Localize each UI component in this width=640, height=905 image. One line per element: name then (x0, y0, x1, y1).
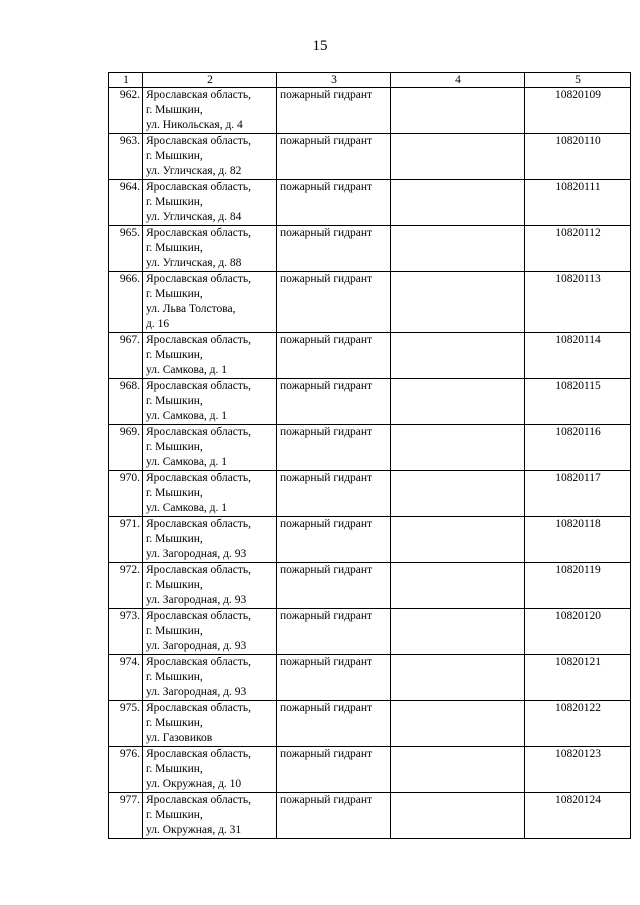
address-line: г. Мышкин, (146, 242, 203, 254)
table-row (109, 226, 631, 272)
table-row (109, 425, 631, 471)
address-line: ул. Самкова, д. 1 (146, 364, 228, 376)
object-type-cell: пожарный гидрант (277, 793, 391, 839)
empty-cell (391, 471, 525, 517)
empty-cell (391, 226, 525, 272)
column-header-5: 5 (525, 73, 631, 88)
address-line: ул. Самкова, д. 1 (146, 456, 228, 468)
code-cell: 10820109 (525, 88, 631, 134)
address-line: г. Мышкин, (146, 533, 203, 545)
address-line: г. Мышкин, (146, 579, 203, 591)
address-line: Ярославская область, (146, 426, 251, 438)
address-line: Ярославская область, (146, 227, 251, 239)
address-line: Ярославская область, (146, 89, 251, 101)
table-row (109, 272, 631, 333)
object-type-cell: пожарный гидрант (277, 701, 391, 747)
address-line: ул. Никольская, д. 4 (146, 119, 243, 131)
address-line: ул. Загородная, д. 93 (146, 594, 247, 606)
address-line: г. Мышкин, (146, 717, 203, 729)
empty-cell (391, 609, 525, 655)
empty-cell (391, 701, 525, 747)
address-line: ул. Загородная, д. 93 (146, 640, 247, 652)
object-type-cell: пожарный гидрант (277, 747, 391, 793)
column-header-3: 3 (277, 73, 391, 88)
address-line: Ярославская область, (146, 794, 251, 806)
address-line: Ярославская область, (146, 610, 251, 622)
address-line: Ярославская область, (146, 380, 251, 392)
address-line: ул. Окружная, д. 10 (146, 778, 242, 790)
address-cell (143, 701, 277, 747)
address-line: г. Мышкин, (146, 487, 203, 499)
address-line: Ярославская область, (146, 656, 251, 668)
empty-cell (391, 425, 525, 471)
address-cell (143, 471, 277, 517)
table-row (109, 701, 631, 747)
code-cell: 10820110 (525, 134, 631, 180)
address-line: д. 16 (146, 318, 170, 330)
object-type-cell: пожарный гидрант (277, 180, 391, 226)
table-row (109, 379, 631, 425)
address-cell (143, 379, 277, 425)
address-line: Ярославская область, (146, 564, 251, 576)
row-number: 963. (109, 134, 143, 180)
row-number: 966. (109, 272, 143, 333)
address-line: г. Мышкин, (146, 809, 203, 821)
address-line: г. Мышкин, (146, 349, 203, 361)
empty-cell (391, 793, 525, 839)
object-type-cell: пожарный гидрант (277, 379, 391, 425)
address-line: ул. Льва Толстова, (146, 303, 236, 315)
code-cell: 10820124 (525, 793, 631, 839)
object-type-cell: пожарный гидрант (277, 655, 391, 701)
address-line: г. Мышкин, (146, 196, 203, 208)
row-number: 971. (109, 517, 143, 563)
code-cell: 10820116 (525, 425, 631, 471)
table-row (109, 134, 631, 180)
address-line: г. Мышкин, (146, 395, 203, 407)
code-cell: 10820112 (525, 226, 631, 272)
address-cell (143, 517, 277, 563)
address-line: Ярославская область, (146, 518, 251, 530)
row-number: 967. (109, 333, 143, 379)
address-cell (143, 425, 277, 471)
address-line: г. Мышкин, (146, 625, 203, 637)
code-cell: 10820115 (525, 379, 631, 425)
address-cell (143, 747, 277, 793)
object-type-cell: пожарный гидрант (277, 88, 391, 134)
empty-cell (391, 747, 525, 793)
code-cell: 10820122 (525, 701, 631, 747)
row-number: 972. (109, 563, 143, 609)
empty-cell (391, 655, 525, 701)
empty-cell (391, 517, 525, 563)
empty-cell (391, 379, 525, 425)
row-number: 973. (109, 609, 143, 655)
address-line: ул. Загородная, д. 93 (146, 686, 247, 698)
row-number: 962. (109, 88, 143, 134)
address-cell (143, 563, 277, 609)
address-cell (143, 793, 277, 839)
code-cell: 10820117 (525, 471, 631, 517)
address-line: г. Мышкин, (146, 104, 203, 116)
address-line: ул. Угличская, д. 88 (146, 257, 242, 269)
empty-cell (391, 272, 525, 333)
object-type-cell: пожарный гидрант (277, 609, 391, 655)
table-row (109, 517, 631, 563)
object-type-cell: пожарный гидрант (277, 471, 391, 517)
address-cell (143, 655, 277, 701)
code-cell: 10820121 (525, 655, 631, 701)
address-line: ул. Самкова, д. 1 (146, 410, 228, 422)
table-row (109, 747, 631, 793)
address-line: г. Мышкин, (146, 671, 203, 683)
address-cell (143, 88, 277, 134)
row-number: 965. (109, 226, 143, 272)
table-row (109, 471, 631, 517)
table-row (109, 180, 631, 226)
address-line: Ярославская область, (146, 273, 251, 285)
object-type-cell: пожарный гидрант (277, 563, 391, 609)
table-row (109, 655, 631, 701)
address-line: г. Мышкин, (146, 441, 203, 453)
hydrant-registry-table (108, 72, 631, 839)
address-line: г. Мышкин, (146, 763, 203, 775)
object-type-cell: пожарный гидрант (277, 272, 391, 333)
row-number: 977. (109, 793, 143, 839)
address-cell (143, 180, 277, 226)
address-line: ул. Угличская, д. 82 (146, 165, 242, 177)
address-line: ул. Окружная, д. 31 (146, 824, 242, 836)
column-header-4: 4 (391, 73, 525, 88)
address-line: Ярославская область, (146, 135, 251, 147)
empty-cell (391, 88, 525, 134)
column-header-2: 2 (143, 73, 277, 88)
row-number: 975. (109, 701, 143, 747)
object-type-cell: пожарный гидрант (277, 517, 391, 563)
address-line: г. Мышкин, (146, 150, 203, 162)
address-cell (143, 226, 277, 272)
address-cell (143, 134, 277, 180)
address-line: ул. Загородная, д. 93 (146, 548, 247, 560)
address-line: г. Мышкин, (146, 288, 203, 300)
object-type-cell: пожарный гидрант (277, 425, 391, 471)
empty-cell (391, 134, 525, 180)
code-cell: 10820111 (525, 180, 631, 226)
empty-cell (391, 563, 525, 609)
address-line: Ярославская область, (146, 702, 251, 714)
address-line: ул. Газовиков (146, 732, 213, 744)
address-line: ул. Угличская, д. 84 (146, 211, 242, 223)
code-cell: 10820119 (525, 563, 631, 609)
address-line: Ярославская область, (146, 748, 251, 760)
empty-cell (391, 333, 525, 379)
row-number: 976. (109, 747, 143, 793)
address-line: ул. Самкова, д. 1 (146, 502, 228, 514)
empty-cell (391, 180, 525, 226)
address-cell (143, 609, 277, 655)
row-number: 964. (109, 180, 143, 226)
object-type-cell: пожарный гидрант (277, 226, 391, 272)
table-row (109, 793, 631, 839)
address-line: Ярославская область, (146, 334, 251, 346)
table-row (109, 88, 631, 134)
code-cell: 10820114 (525, 333, 631, 379)
page-number: 15 (312, 38, 328, 54)
code-cell: 10820113 (525, 272, 631, 333)
table-row (109, 609, 631, 655)
code-cell: 10820118 (525, 517, 631, 563)
table-header-row (109, 73, 631, 88)
object-type-cell: пожарный гидрант (277, 333, 391, 379)
row-number: 968. (109, 379, 143, 425)
table-body (109, 73, 631, 839)
code-cell: 10820120 (525, 609, 631, 655)
column-header-1: 1 (109, 73, 143, 88)
row-number: 974. (109, 655, 143, 701)
address-cell (143, 272, 277, 333)
address-line: Ярославская область, (146, 181, 251, 193)
address-cell (143, 333, 277, 379)
row-number: 970. (109, 471, 143, 517)
address-line: Ярославская область, (146, 472, 251, 484)
table-row (109, 333, 631, 379)
object-type-cell: пожарный гидрант (277, 134, 391, 180)
table-row (109, 563, 631, 609)
row-number: 969. (109, 425, 143, 471)
code-cell: 10820123 (525, 747, 631, 793)
